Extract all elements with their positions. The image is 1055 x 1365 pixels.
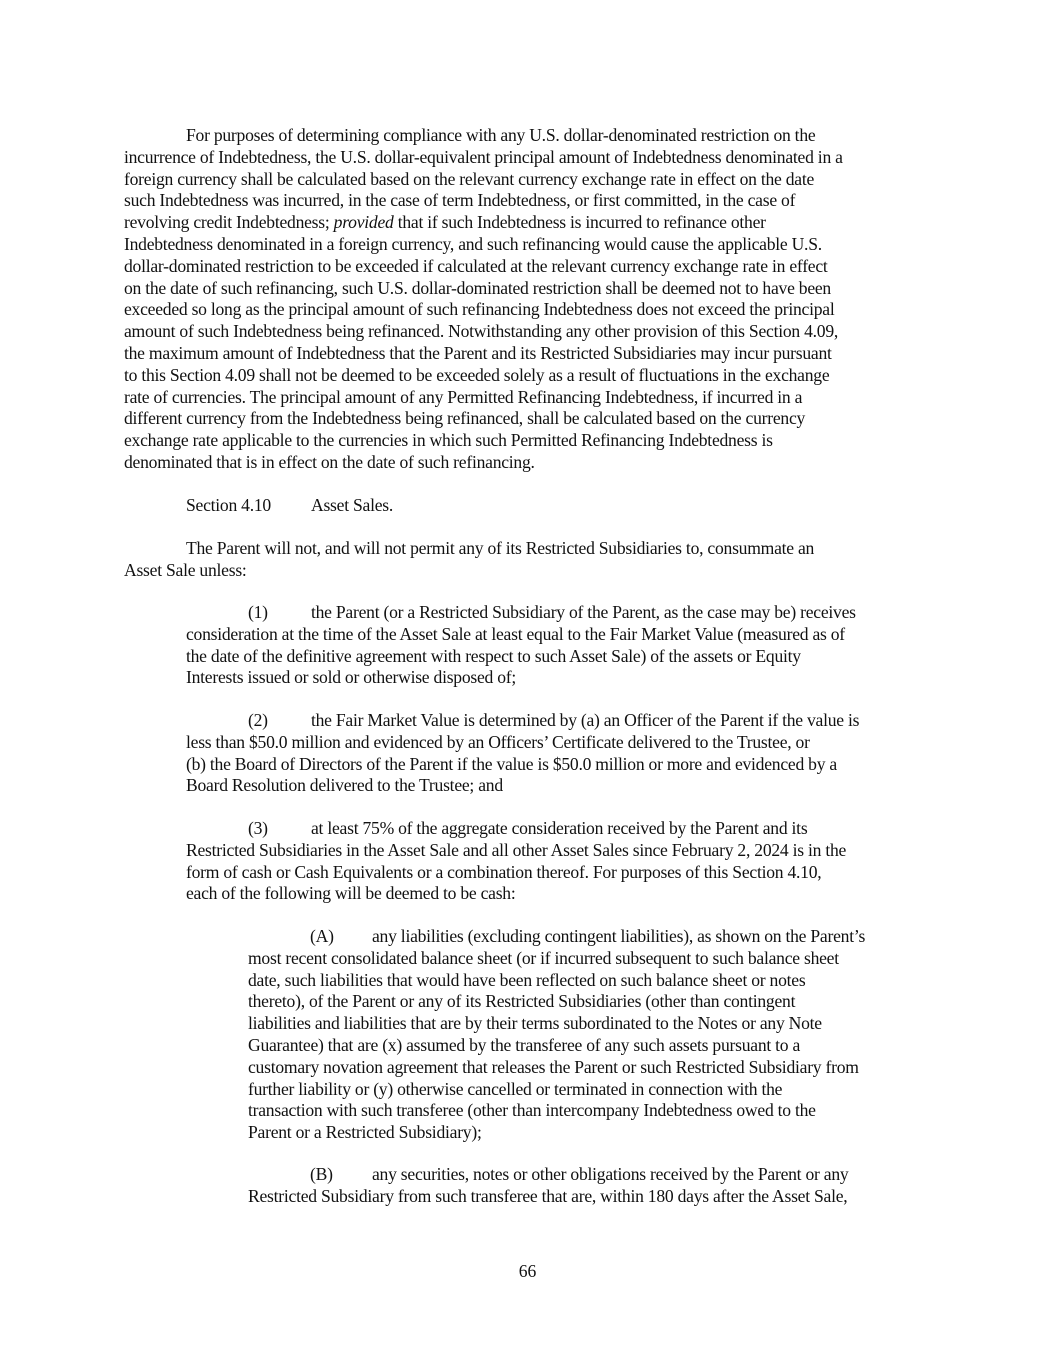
clause-1	[186, 602, 856, 689]
clause-label: (2)	[248, 710, 268, 730]
clause-2	[186, 710, 859, 797]
section-number: Section 4.10	[186, 495, 271, 515]
text-line: liabilities and liabilities that are by their terms subordinated to the Notes or any Note	[248, 1013, 822, 1034]
text-line: rate of currencies. The principal amount of any Permitted Refinancing Indebtedness, if incurred in a	[124, 386, 803, 407]
text-line: Restricted Subsidiaries in the Asset Sale and all other Asset Sales since February 2, 2024 is in the	[186, 839, 847, 860]
text-line: less than $50.0 million and evidenced by an Officers’ Certificate delivered to the Trustee, or	[186, 731, 810, 752]
text-line-start: revolving credit Indebtedness;	[124, 212, 330, 233]
text-line: incurrence of Indebtedness, the U.S. dollar-equivalent principal amount of Indebtedness denominated in a	[124, 146, 843, 167]
text-line: transaction with such transferee (other than intercompany Indebtedness owed to the	[248, 1100, 816, 1121]
italic-provided: provided	[333, 212, 394, 233]
text-line: on the date of such refinancing, such U.S. dollar-dominated restriction shall be deemed not to have been	[124, 277, 831, 298]
subclause-label: (B)	[310, 1164, 333, 1184]
text-line: (b) the Board of Directors of the Parent if the value is $50.0 million or more and evidenced by a	[186, 753, 837, 774]
text-line: thereto), of the Parent or any of its Restricted Subsidiaries (other than contingent	[248, 991, 796, 1012]
text-line: foreign currency shall be calculated based on the relevant currency exchange rate in effect on the date	[124, 168, 815, 189]
text-line: at least 75% of the aggregate consideration received by the Parent and its	[311, 818, 808, 838]
clause-label: (1)	[248, 602, 268, 622]
text-line: exceeded so long as the principal amount of such refinancing Indebtedness does not exceed the principal	[124, 299, 835, 320]
text-line: the maximum amount of Indebtedness that the Parent and its Restricted Subsidiaries may incur pursuant	[124, 342, 832, 363]
paragraph-currency-calculation	[124, 125, 843, 474]
text-line: different currency from the Indebtedness being refinanced, shall be calculated based on the currency	[124, 408, 806, 429]
text-line: Board Resolution delivered to the Trustee; and	[186, 775, 503, 796]
section-title: Asset Sales.	[311, 495, 394, 515]
paragraph-intro	[124, 538, 814, 582]
text-line	[124, 212, 843, 234]
text-line: amount of such Indebtedness being refinanced. Notwithstanding any other provision of this Section 4.09,	[124, 321, 839, 342]
text-line: Parent or a Restricted Subsidiary);	[248, 1122, 482, 1143]
text-line: Interests issued or sold or otherwise disposed of;	[186, 667, 517, 688]
text-line: The Parent will not, and will not permit any of its Restricted Subsidiaries to, consummate an	[186, 538, 815, 558]
subclause-b	[248, 1164, 848, 1208]
text-line: Guarantee) that are (x) assumed by the transferee of any such assets pursuant to a	[248, 1034, 801, 1055]
text-line: such Indebtedness was incurred, in the case of term Indebtedness, or first committed, in the case of	[124, 190, 796, 211]
text-line: denominated that is in effect on the date of such refinancing.	[124, 451, 535, 472]
text-line: any liabilities (excluding contingent liabilities), as shown on the Parent’s	[372, 926, 866, 946]
text-line: the date of the definitive agreement with respect to such Asset Sale) of the assets or Equity	[186, 645, 801, 666]
text-line: Asset Sale unless:	[124, 559, 247, 580]
text-line: further liability or (y) otherwise cancelled or terminated in connection with the	[248, 1078, 783, 1099]
text-line: each of the following will be deemed to be cash:	[186, 883, 516, 904]
text-line: customary novation agreement that releases the Parent or such Restricted Subsidiary from	[248, 1056, 859, 1077]
clause-label: (3)	[248, 818, 268, 838]
text-line: dollar-dominated restriction to be exceeded if calculated at the relevant currency exchange rate in effect	[124, 255, 828, 276]
text-line: Indebtedness denominated in a foreign currency, and such refinancing would cause the applicable U.S.	[124, 233, 822, 254]
text-line: Restricted Subsidiary from such transferee that are, within 180 days after the Asset Sale,	[248, 1185, 848, 1206]
text-line-rest: that if such Indebtedness is incurred to refinance other	[393, 212, 766, 233]
text-line: any securities, notes or other obligations received by the Parent or any	[372, 1164, 849, 1184]
text-line: the Parent (or a Restricted Subsidiary of the Parent, as the case may be) receives	[311, 602, 856, 622]
page-number: 66	[518, 1261, 537, 1281]
text-line: For purposes of determining compliance with any U.S. dollar-denominated restriction on the	[186, 125, 816, 145]
subclause-a	[248, 926, 865, 1144]
subclause-label: (A)	[310, 926, 334, 946]
section-heading	[186, 495, 393, 517]
text-line: the Fair Market Value is determined by (a) an Officer of the Parent if the value is	[311, 710, 860, 730]
text-line: most recent consolidated balance sheet (or if incurred subsequent to such balance sheet	[248, 947, 839, 968]
text-line: date, such liabilities that would have been reflected on such balance sheet or notes	[248, 969, 806, 990]
text-line: to this Section 4.09 shall not be deemed to be exceeded solely as a result of fluctuations in the exchange	[124, 364, 830, 385]
text-line: consideration at the time of the Asset Sale at least equal to the Fair Market Value (measured as of	[186, 623, 845, 644]
clause-3	[186, 818, 846, 905]
text-line: exchange rate applicable to the currencies in which such Permitted Refinancing Indebtedness is	[124, 430, 773, 451]
text-line: form of cash or Cash Equivalents or a combination thereof. For purposes of this Section 4.10,	[186, 861, 822, 882]
